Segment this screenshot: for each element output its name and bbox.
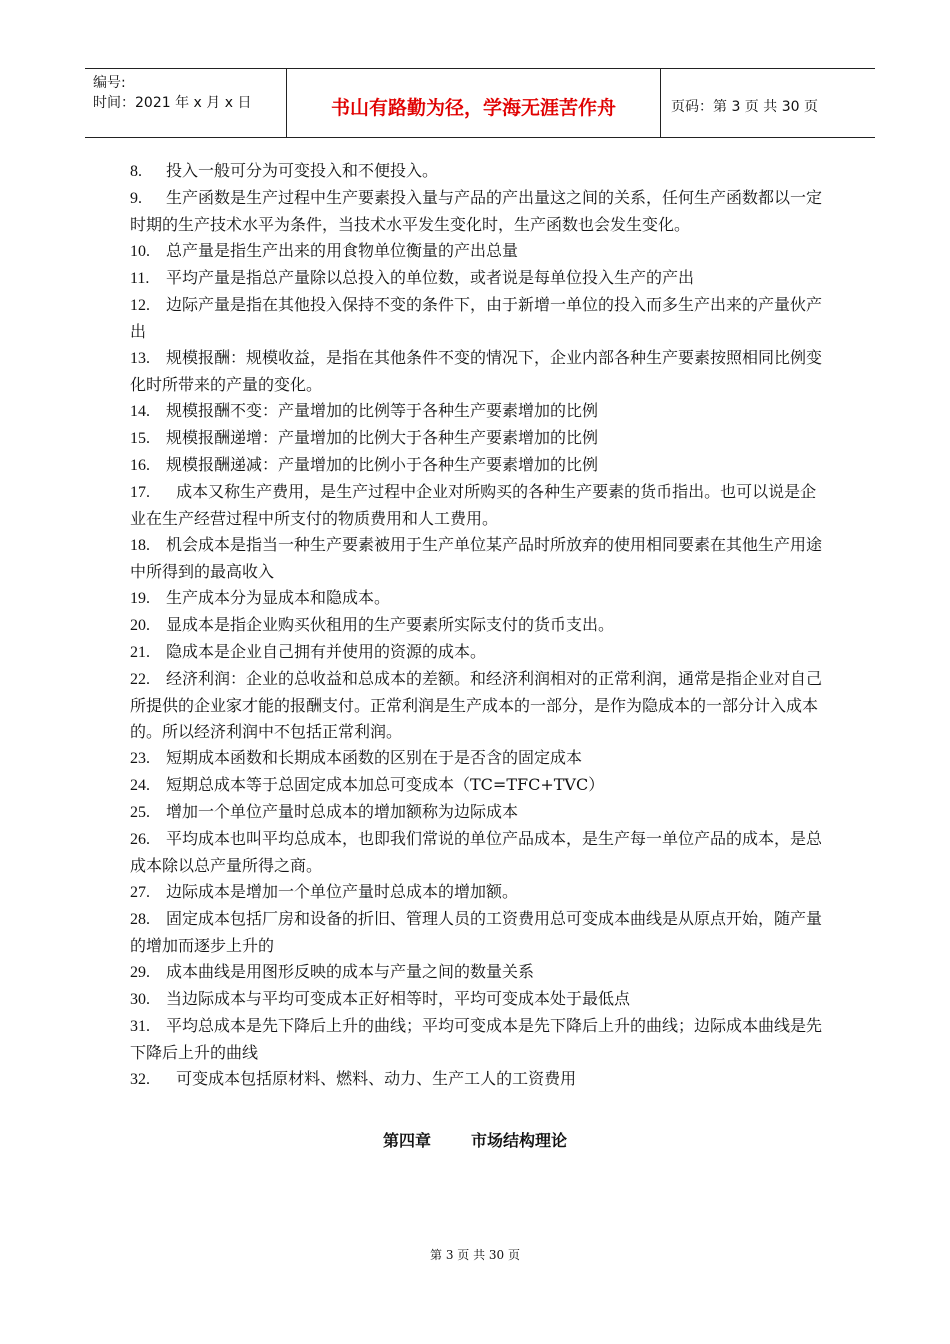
- list-item: [130, 986, 830, 1013]
- page-header: [85, 68, 875, 138]
- item-number: 26.: [130, 831, 150, 848]
- list-item: [130, 1066, 830, 1093]
- item-number: 22.: [130, 671, 150, 688]
- item-text: 平均成本也叫平均总成本，也即我们常说的单位产品成本，是生产每一单位产品的成本，是总成本除以总产量所得之商。: [130, 829, 823, 875]
- item-number: 9.: [130, 190, 142, 207]
- item-number: 29.: [130, 964, 150, 981]
- item-number: 30.: [130, 991, 150, 1008]
- list-item: [130, 612, 830, 639]
- item-text: 规模报酬：规模收益，是指在其他条件不变的情况下，企业内部各种生产要素按照相同比例变化时所带来的产量的变化。: [130, 348, 823, 394]
- list-item: [130, 532, 830, 585]
- list-item: [130, 799, 830, 826]
- document-body: [130, 158, 830, 1093]
- header-motto: 书山有路勤为径，学海无涯苦作舟: [287, 69, 661, 137]
- header-page-info: 页码：第 3 页 共 30 页: [671, 99, 818, 115]
- item-text: 平均总成本是先下降后上升的曲线；平均可变成本是先下降后上升的曲线；边际成本曲线是先下降后上升的曲线: [130, 1016, 823, 1062]
- chapter-title: 市场结构理论: [471, 1131, 568, 1150]
- item-number: 14.: [130, 403, 150, 420]
- item-number: 17.: [130, 484, 150, 501]
- list-item: [130, 826, 830, 879]
- chapter-heading: [0, 1128, 950, 1151]
- list-item: [130, 585, 830, 612]
- item-text: 成本又称生产费用，是生产过程中企业对所购买的各种生产要素的货币指出。也可以说是企业在生产经营过程中所支付的物质费用和人工费用。: [130, 482, 817, 528]
- item-text: 平均产量是指总产量除以总投入的单位数，或者说是每单位投入生产的产出: [166, 268, 695, 287]
- list-item: [130, 185, 830, 238]
- item-text: 成本曲线是用图形反映的成本与产量之间的数量关系: [166, 962, 535, 981]
- item-number: 16.: [130, 457, 150, 474]
- item-text: 固定成本包括厂房和设备的折旧、管理人员的工资费用总可变成本曲线是从原点开始，随产量的增加而逐步上升的: [130, 909, 823, 955]
- list-item: [130, 479, 830, 532]
- chapter-number: 第四章: [382, 1131, 431, 1150]
- item-number: 10.: [130, 243, 150, 260]
- item-number: 23.: [130, 750, 150, 767]
- list-item: [130, 639, 830, 666]
- item-text: 规模报酬不变：产量增加的比例等于各种生产要素增加的比例: [166, 401, 599, 420]
- item-number: 18.: [130, 537, 150, 554]
- header-meta: [85, 69, 287, 137]
- item-text: 边际成本是增加一个单位产量时总成本的增加额。: [166, 882, 519, 901]
- item-text: 当边际成本与平均可变成本正好相等时，平均可变成本处于最低点: [166, 989, 631, 1008]
- item-number: 8.: [130, 163, 142, 180]
- item-number: 21.: [130, 644, 150, 661]
- item-text: 规模报酬递减：产量增加的比例小于各种生产要素增加的比例: [166, 455, 599, 474]
- item-number: 13.: [130, 350, 150, 367]
- item-number: 25.: [130, 804, 150, 821]
- list-item: [130, 238, 830, 265]
- list-item: [130, 772, 830, 799]
- item-number: 27.: [130, 884, 150, 901]
- item-text: 生产成本分为显成本和隐成本。: [166, 588, 391, 607]
- item-text: 短期成本函数和长期成本函数的区别在于是否含的固定成本: [166, 748, 583, 767]
- list-item: [130, 906, 830, 959]
- item-text: 生产函数是生产过程中生产要素投入量与产品的产出量这之间的关系，任何生产函数都以一定时期的生产技术水平为条件，当技术水平发生变化时，生产函数也会发生变化。: [130, 188, 823, 234]
- number-label: 编号:: [93, 75, 126, 91]
- item-text: 显成本是指企业购买伙租用的生产要素所实际支付的货币支出。: [166, 615, 615, 634]
- item-number: 31.: [130, 1018, 150, 1035]
- list-item: [130, 745, 830, 772]
- item-number: 20.: [130, 617, 150, 634]
- item-text: 短期总成本等于总固定成本加总可变成本（TC=TFC+TVC）: [166, 775, 605, 794]
- list-item: [130, 1013, 830, 1066]
- item-text: 规模报酬递增：产量增加的比例大于各种生产要素增加的比例: [166, 428, 599, 447]
- item-text: 可变成本包括原材料、燃料、动力、生产工人的工资费用: [166, 1069, 577, 1088]
- list-item: [130, 345, 830, 398]
- item-text: 总产量是指生产出来的用食物单位衡量的产出总量: [166, 241, 519, 260]
- list-item: [130, 666, 830, 745]
- item-number: 19.: [130, 590, 150, 607]
- item-text: 隐成本是企业自己拥有并使用的资源的成本。: [166, 642, 487, 661]
- list-item: [130, 879, 830, 906]
- page-footer: 第 3 页 共 30 页: [430, 1248, 520, 1262]
- item-number: 12.: [130, 297, 150, 314]
- list-item: [130, 425, 830, 452]
- list-item: [130, 959, 830, 986]
- item-number: 24.: [130, 777, 150, 794]
- list-item: [130, 452, 830, 479]
- item-number: 15.: [130, 430, 150, 447]
- item-text: 增加一个单位产量时总成本的增加额称为边际成本: [166, 802, 519, 821]
- item-text: 机会成本是指当一种生产要素被用于生产单位某产品时所放弃的使用相同要素在其他生产用途中所得到的最高收入: [130, 535, 823, 581]
- item-text: 投入一般可分为可变投入和不便投入。: [166, 161, 439, 180]
- time-label: 时间：2021 年 x 月 x 日: [93, 95, 252, 111]
- item-number: 32.: [130, 1071, 150, 1088]
- item-number: 28.: [130, 911, 150, 928]
- item-text: 经济利润：企业的总收益和总成本的差额。和经济利润相对的正常利润，通常是指企业对自己所提供的企业家才能的报酬支付。正常利润是生产成本的一部分，是作为隐成本的一部分计入成本的。所以经济利润中不包括正常利润。: [130, 669, 823, 741]
- list-item: [130, 398, 830, 425]
- list-item: [130, 265, 830, 292]
- item-number: 11.: [130, 270, 150, 287]
- list-item: [130, 158, 830, 185]
- item-text: 边际产量是指在其他投入保持不变的条件下，由于新增一单位的投入而多生产出来的产量伙产出: [130, 295, 823, 341]
- list-item: [130, 292, 830, 345]
